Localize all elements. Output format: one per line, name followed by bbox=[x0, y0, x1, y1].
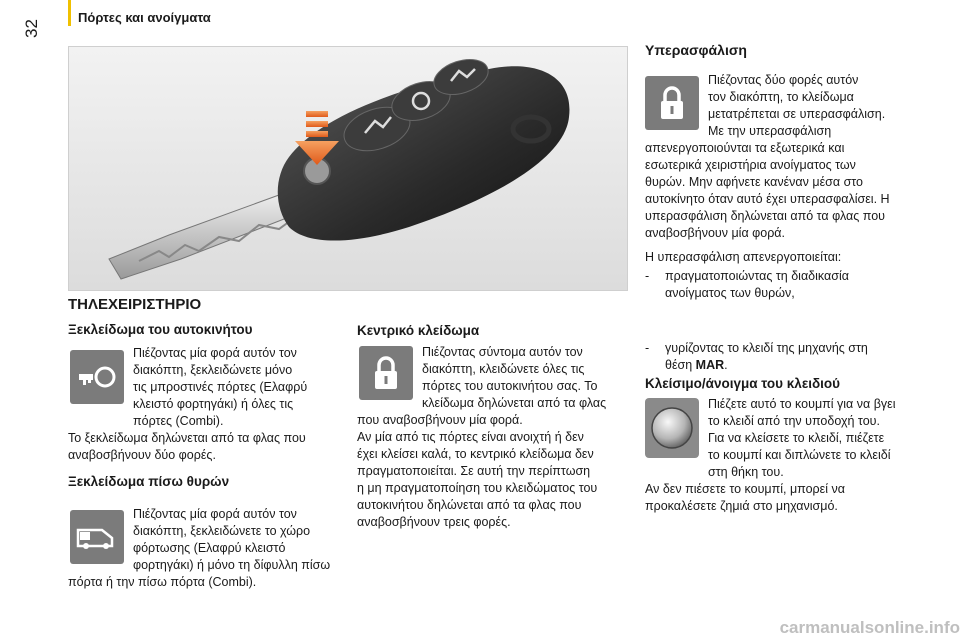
page-header: Πόρτες και ανοίγματα bbox=[78, 10, 211, 25]
central-lock-title: Κεντρικό κλείδωμα bbox=[357, 323, 480, 338]
remote-key-illustration bbox=[69, 47, 627, 290]
deadlock-note: απενεργοποιούνται τα εξωτερικά και εσωτερικά χειριστήρια ανοίγματος των θυρών. Μην αφήνετε κανέναν μέσα στο αυτοκίνητο όταν αυτό έχει υπερασφαλίσει. Η υπερασφάλιση δηλώνεται από τα φλας που αναβοσβήνουν μία φορά. bbox=[645, 141, 890, 240]
remote-key-photo bbox=[68, 46, 628, 291]
deadlock-text: Πιέζοντας δύο φορές αυτόν τον διακόπτη, το κλείδωμα μετατρέπεται σε υπερασφάλιση. Με την υπερασφάλιση bbox=[708, 73, 886, 138]
unlock-car-title: Ξεκλείδωμα του αυτοκινήτου bbox=[68, 322, 253, 337]
fold-key-title: Κλείσιμο/άνοιγμα του κλειδιού bbox=[645, 376, 841, 391]
watermark: carmanualsonline.info bbox=[779, 618, 960, 637]
deadlock-deactivate: Η υπερασφάλιση απενεργοποιείται: bbox=[645, 250, 842, 264]
padlock-icon bbox=[359, 346, 413, 400]
release-button-icon bbox=[645, 398, 699, 458]
van-rear-icon bbox=[70, 510, 124, 564]
section-title: ΤΗΛΕΧΕΙΡΙΣΤΗΡΙΟ bbox=[68, 296, 202, 313]
unlock-rear-note: πόρτα ή την πίσω πόρτα (Combi). bbox=[68, 575, 257, 589]
unlock-car-text: Πιέζοντας μία φορά αυτόν τον διακόπτη, ξεκλειδώνετε μόνο τις μπροστινές πόρτες (Ελαφρύ κλειστό φορτηγάκι) ή όλες τις πόρτες (Combi). bbox=[133, 346, 308, 428]
central-lock-note: που αναβοσβήνουν μία φορά. Αν μία από τις πόρτες είναι ανοιχτή ή δεν έχει κλείσει καλά, το κεντρικό κλείδωμα δεν πραγματοποιείται. Σε αυτή την περίπτωση η μη πραγματοποίηση του κλειδώματος του αυτοκινήτου δηλώνεται από τα φλας που αναβοσβήνουν τρεις φορές. bbox=[357, 413, 598, 529]
unlock-rear-text: Πιέζοντας μία φορά αυτόν τον διακόπτη, ξεκλειδώνετε το χώρο φόρτωσης (Ελαφρύ κλειστό φορτηγάκι) ή μόνο τη δίφυλλη πίσω bbox=[133, 507, 331, 572]
deadlock-title: Υπερασφάλιση bbox=[645, 42, 747, 58]
header-accent-bar bbox=[68, 0, 71, 26]
page-number: 32 bbox=[22, 19, 41, 38]
deadlock-bullet-2: - γυρίζοντας το κλειδί της μηχανής στη θέση MAR. bbox=[645, 341, 868, 372]
padlock-icon bbox=[645, 76, 699, 130]
unlock-car-note: Το ξεκλείδωμα δηλώνεται από τα φλας που αναβοσβήνουν δύο φορές. bbox=[68, 431, 306, 462]
deadlock-bullet-1: - πραγματοποιώντας τη διαδικασία ανοίγματος των θυρών, bbox=[645, 269, 849, 300]
fold-key-text: Πιέζετε αυτό το κουμπί για να βγει το κλειδί από την υποδοχή του. Για να κλείσετε το κλειδί, πιέζετε το κουμπί και διπλώνετε το κλειδί στη θήκη του. bbox=[708, 397, 896, 479]
central-lock-text: Πιέζοντας σύντομα αυτόν τον διακόπτη, κλειδώνετε όλες τις πόρτες του αυτοκινήτου σας. Το κλείδωμα δηλώνεται από τα φλας bbox=[422, 345, 607, 410]
fold-key-note: Αν δεν πιέσετε το κουμπί, μπορεί να προκαλέσετε ζημιά στο μηχανισμό. bbox=[645, 482, 845, 513]
key-unlock-icon bbox=[70, 350, 124, 404]
unlock-rear-title: Ξεκλείδωμα πίσω θυρών bbox=[68, 474, 230, 489]
